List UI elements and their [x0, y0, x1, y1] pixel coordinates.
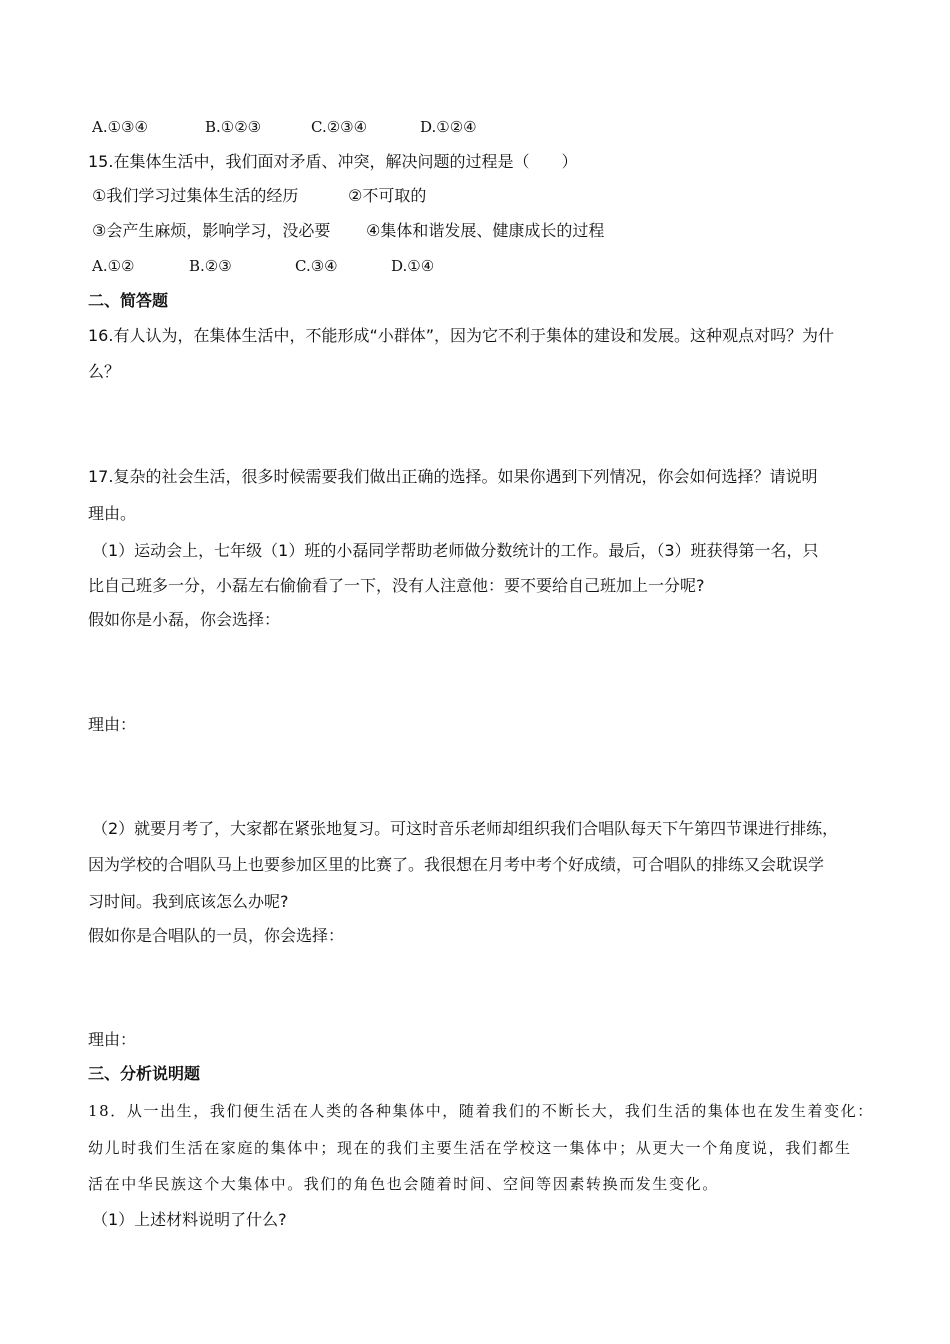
- q14-options: [92, 115, 890, 139]
- q17-part2-line-3: 习时间。我到底该怎么办呢?: [88, 892, 289, 911]
- q15-item-2: ②不可取的: [348, 186, 427, 205]
- q18-sub-1: （1）上述材料说明了什么?: [92, 1210, 287, 1229]
- q17-part1-line-1: （1）运动会上，七年级（1）班的小磊同学帮助老师做分数统计的工作。最后，（3）班获得第一名，只: [92, 541, 819, 560]
- q15-option-d: D.①④: [391, 257, 435, 275]
- q15-items-row2: [92, 219, 890, 243]
- q17-part1-line-2: 比自己班多一分，小磊左右偷偷看了一下，没有人注意他：要不要给自己班加上一分呢?: [88, 576, 705, 595]
- q16-line-1: 16.有人认为，在集体生活中，不能形成“小群体”，因为它不利于集体的建设和发展。这种观点对吗？为什: [88, 326, 835, 345]
- q15-options: [92, 254, 890, 278]
- q15-option-c: C.③④: [295, 257, 338, 275]
- q17-line-2: 理由。: [88, 504, 137, 523]
- q14-option-c: C.②③④: [311, 118, 368, 136]
- q15-option-a: A.①②: [92, 257, 135, 275]
- q14-option-a: A.①③④: [92, 118, 148, 136]
- q15-items-row1: [92, 184, 890, 208]
- q18-line-1: 18．从一出生，我们便生活在人类的各种集体中，随着我们的不断长大，我们生活的集体也在发生着变化：: [88, 1102, 874, 1120]
- q17-part2-line-1: （2）就要月考了，大家都在紧张地复习。可这时音乐老师却组织我们合唱队每天下午第四节课进行排练，: [92, 819, 839, 838]
- q17-part1-reason: 理由：: [88, 715, 137, 734]
- q18-line-3: 活在中华民族这个大集体中。我们的角色也会随着时间、空间等因素转换而发生变化。: [88, 1175, 719, 1193]
- q17-part1-choice: 假如你是小磊，你会选择：: [88, 610, 281, 629]
- q15-item-1: ①我们学习过集体生活的经历: [92, 186, 299, 205]
- q16-line-2: 么？: [88, 362, 121, 381]
- q18-line-2: 幼儿时我们生活在家庭的集体中；现在的我们主要生活在学校这一集体中；从更大一个角度说，我们都生: [88, 1139, 852, 1157]
- q14-option-d: D.①②④: [420, 118, 477, 136]
- section-2-title: 二、简答题: [88, 291, 169, 310]
- q17-part2-reason: 理由：: [88, 1030, 137, 1049]
- q15-option-b: B.②③: [189, 257, 232, 275]
- q15-item-3: ③会产生麻烦，影响学习，没必要: [92, 221, 331, 240]
- q15-stem: 15.在集体生活中，我们面对矛盾、冲突，解决问题的过程是（ ）: [88, 152, 578, 171]
- q14-option-b: B.①②③: [205, 118, 262, 136]
- q17-part2-line-2: 因为学校的合唱队马上也要参加区里的比赛了。我很想在月考中考个好成绩，可合唱队的排练又会耽误学: [88, 855, 825, 874]
- q17-part2-choice: 假如你是合唱队的一员，你会选择：: [88, 926, 345, 945]
- q15-item-4: ④集体和谐发展、健康成长的过程: [366, 221, 605, 240]
- section-3-title: 三、分析说明题: [88, 1064, 201, 1083]
- q17-line-1: 17.复杂的社会生活，很多时候需要我们做出正确的选择。如果你遇到下列情况，你会如何选择？请说明: [88, 467, 818, 486]
